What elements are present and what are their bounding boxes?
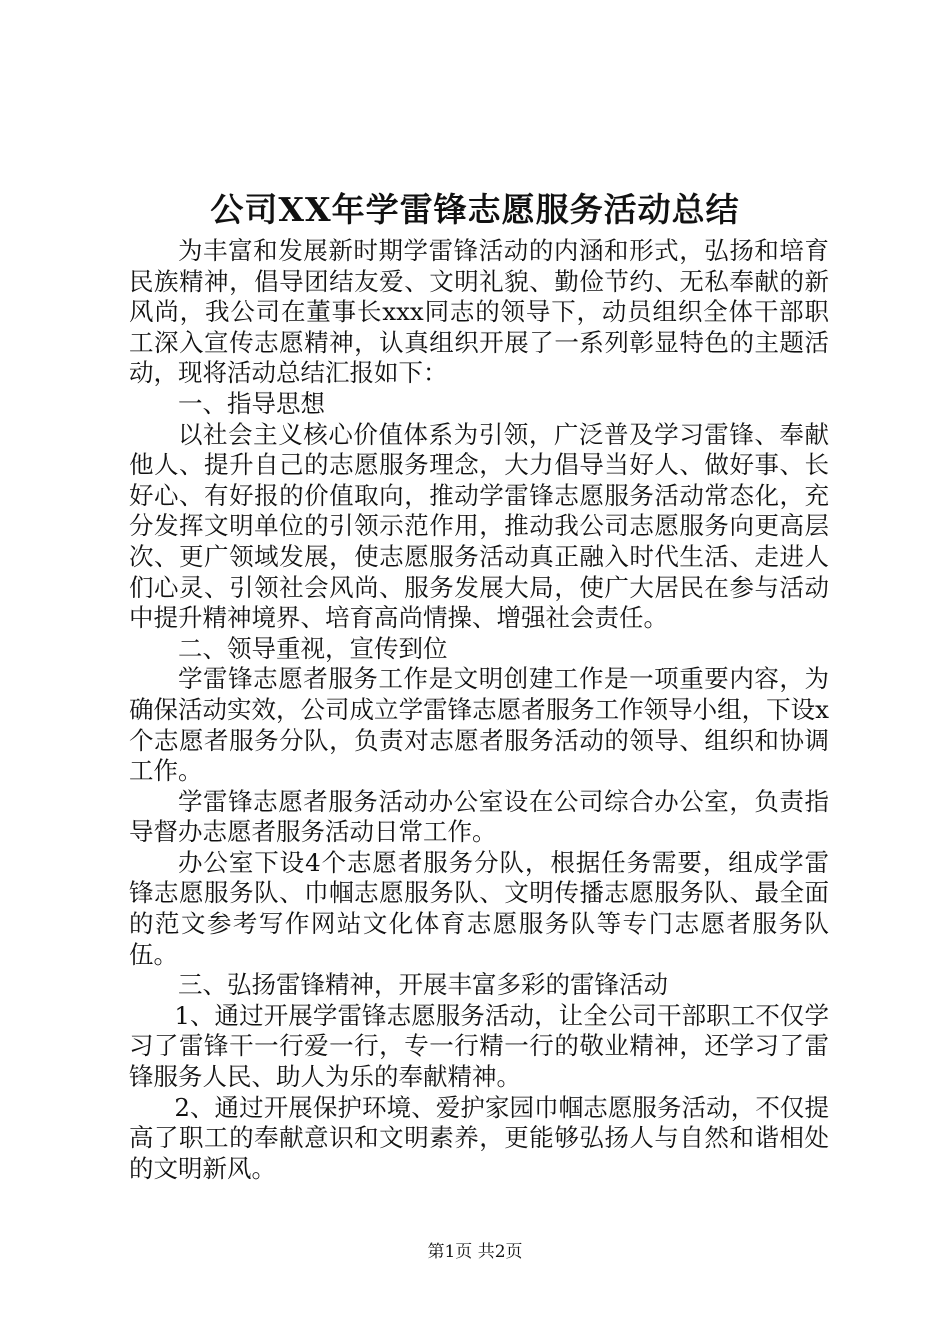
activity-item-1: 1、通过开展学雷锋志愿服务活动，让全公司干部职工不仅学习了雷锋干一行爱一行，专一行精一行的敬业精神，还学习了雷锋服务人民、助人为乐的奉献精神。 (129, 1000, 829, 1092)
leadership-paragraph: 学雷锋志愿者服务工作是文明创建工作是一项重要内容，为确保活动实效，公司成立学雷锋志愿者服务工作领导小组，下设x个志愿者服务分队，负责对志愿者服务活动的领导、组织和协调工作。 (129, 664, 829, 786)
page-footer: 第1页 共2页 (427, 1242, 523, 1262)
section-heading-leadership: 二、领导重视，宣传到位 (178, 633, 448, 663)
guiding-thought-paragraph: 以社会主义核心价值体系为引领，广泛普及学习雷锋、奉献他人、提升自己的志愿服务理念，大力倡导当好人、做好事、长好心、有好报的价值取向，推动学雷锋志愿服务活动常态化，充分发挥文明单位的引领示范作用，推动我公司志愿服务向更高层次、更广领域发展，使志愿服务活动真正融入时代生活、走进人们心灵、引领社会风尚、服务发展大局，使广大居民在参与活动中提升精神境界、培育高尚情操、增强社会责任。 (129, 419, 829, 633)
intro-paragraph: 为丰富和发展新时期学雷锋活动的内涵和形式，弘扬和培育民族精神，倡导团结友爱、文明礼貌、勤俭节约、无私奉献的新风尚，我公司在董事长xxx同志的领导下，动员组织全体干部职工深入宣传志愿精神，认真组织开展了一系列彰显特色的主题活动，现将活动总结汇报如下： (129, 236, 829, 388)
document-title: 公司XX年学雷锋志愿服务活动总结 (210, 190, 740, 229)
office-paragraph: 学雷锋志愿者服务活动办公室设在公司综合办公室，负责指导督办志愿者服务活动日常工作。 (129, 786, 829, 847)
document-body (129, 236, 829, 1184)
activity-item-2: 2、通过开展保护环境、爱护家园巾帼志愿服务活动，不仅提高了职工的奉献意识和文明素养，更能够弘扬人与自然和谐相处的文明新风。 (129, 1092, 829, 1183)
section-heading-activities: 三、弘扬雷锋精神，开展丰富多彩的雷锋活动 (178, 970, 668, 1000)
teams-paragraph: 办公室下设4个志愿者服务分队，根据任务需要，组成学雷锋志愿服务队、巾帼志愿服务队、文明传播志愿服务队、最全面的范文参考写作网站文化体育志愿服务队等专门志愿者服务队伍。 (129, 847, 829, 969)
section-heading-guiding-thought: 一、指导思想 (178, 388, 325, 418)
